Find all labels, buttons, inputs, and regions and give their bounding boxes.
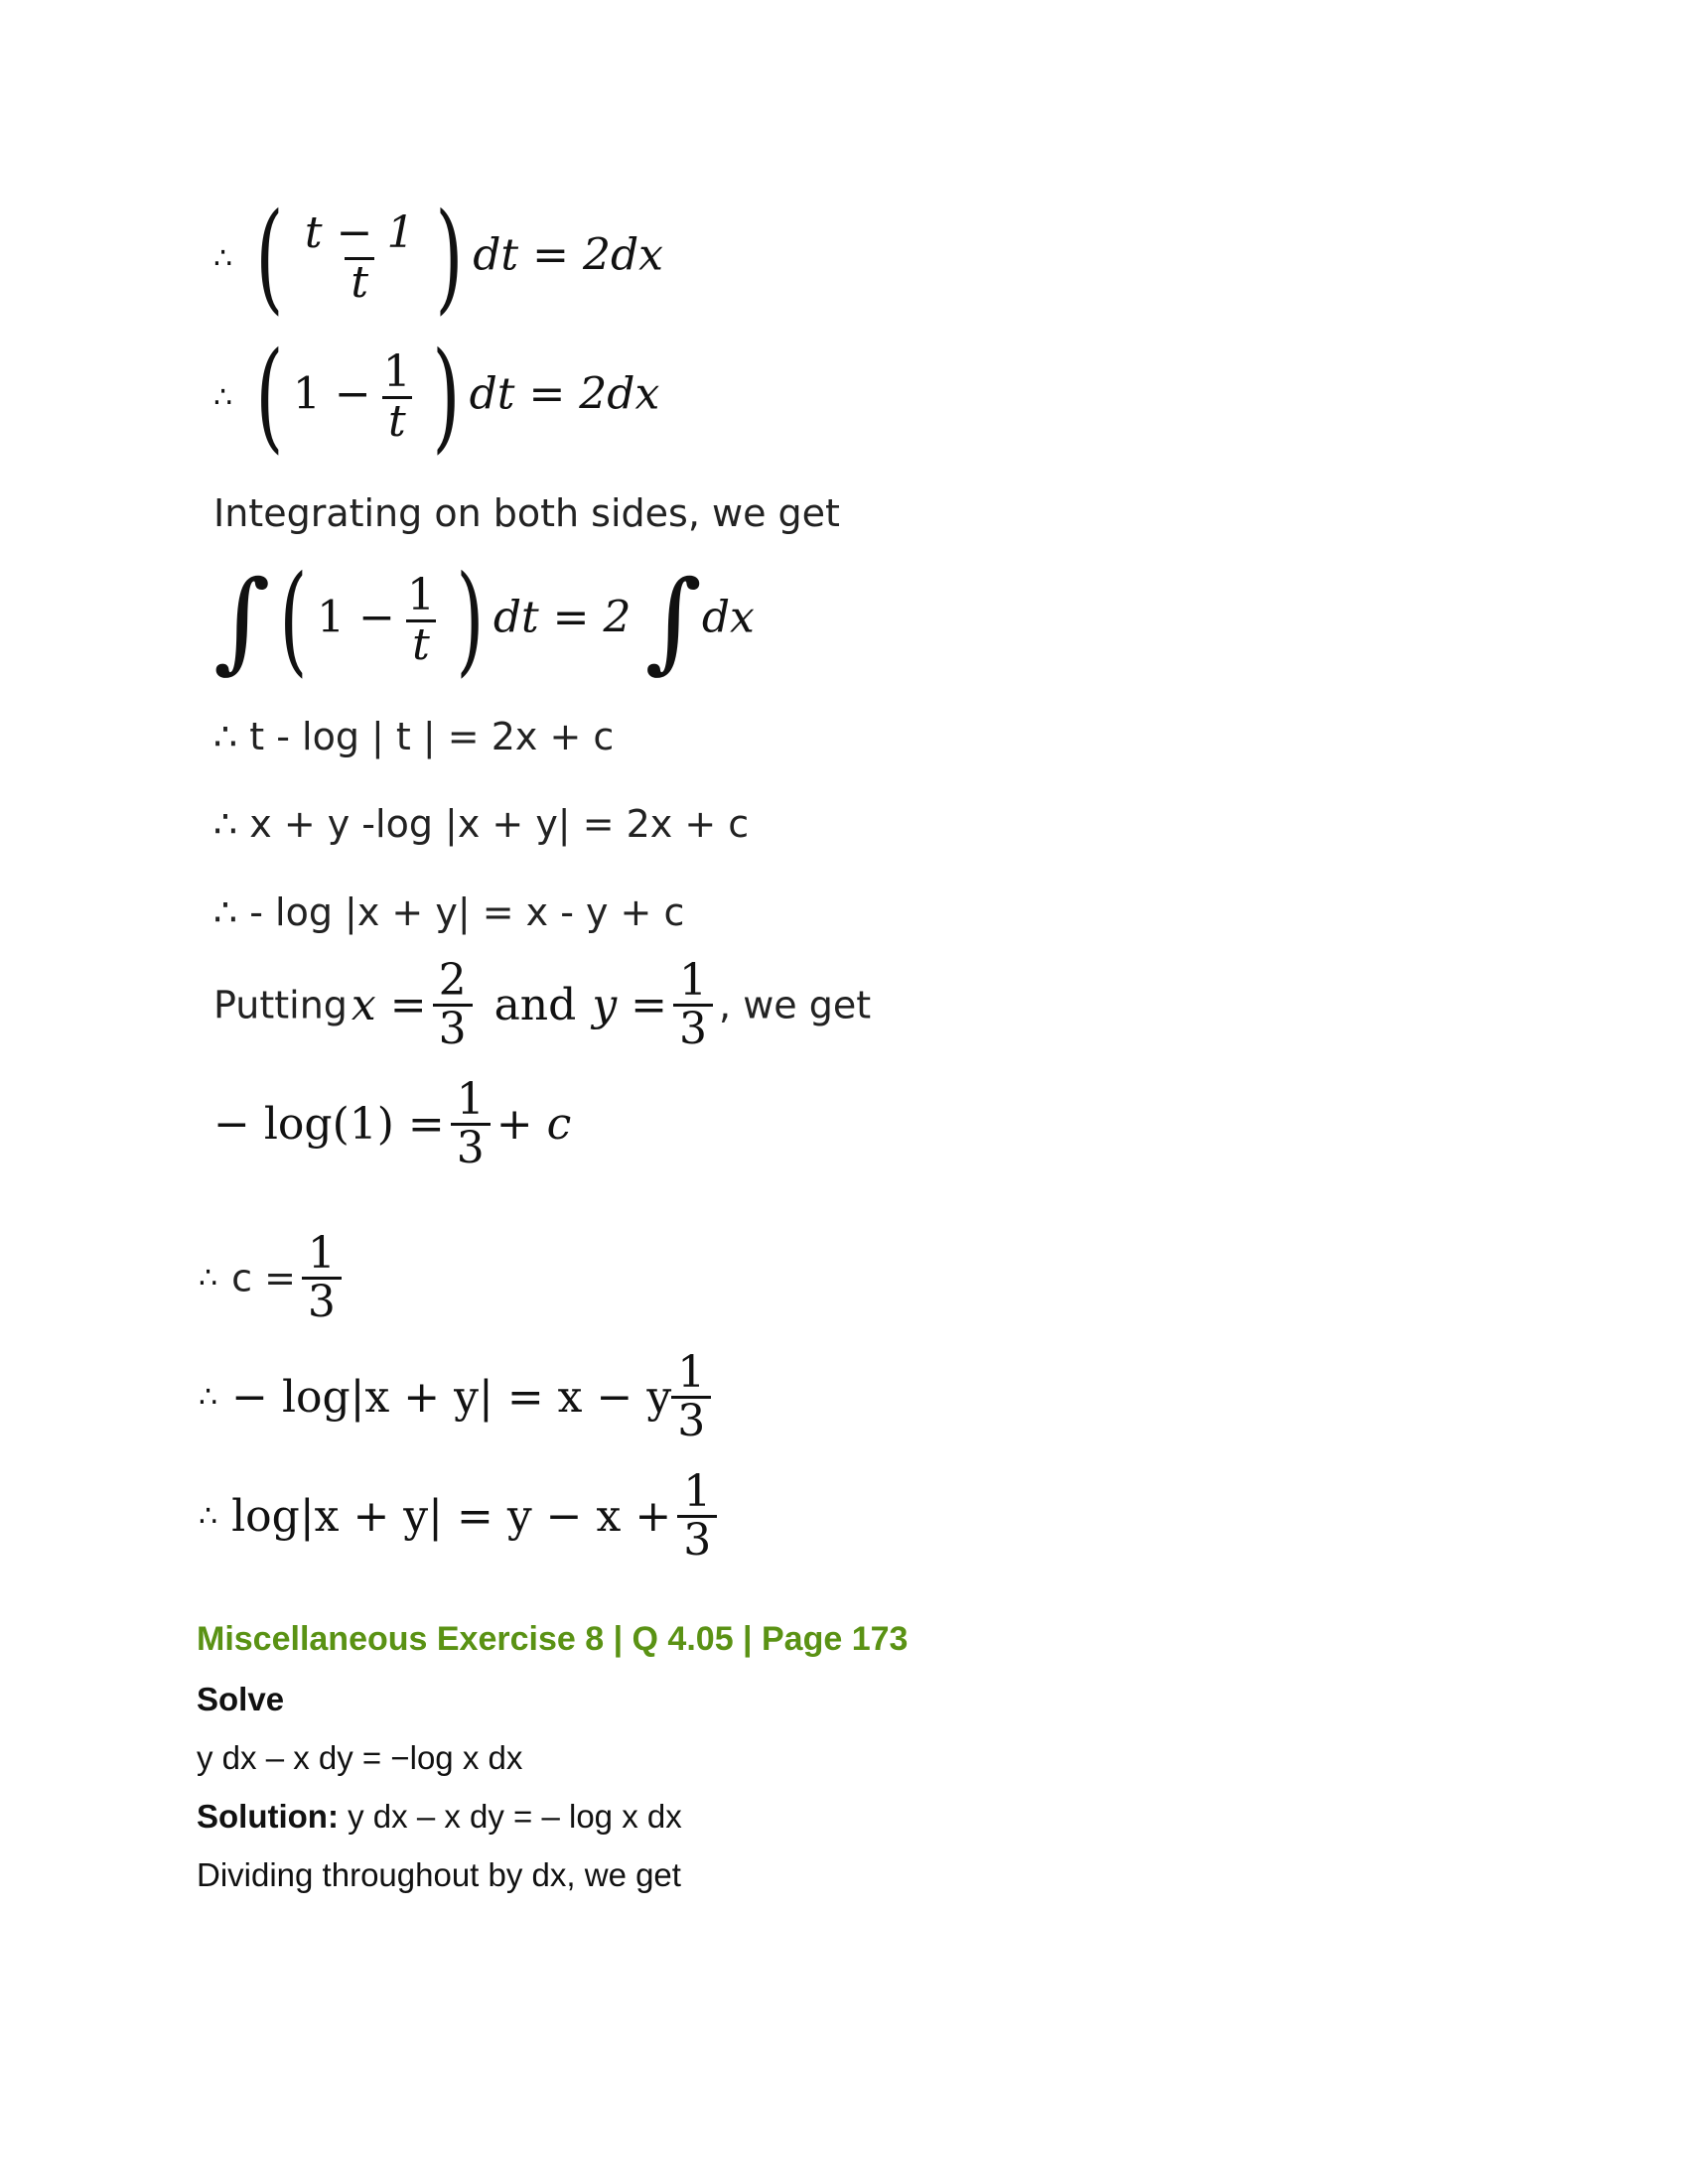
equation-line-5: ∴ t - log | t | = 2x + c: [213, 715, 615, 758]
equation-rhs: dx: [701, 592, 755, 643]
numerator: 1: [407, 570, 435, 621]
equation-line-9: [213, 1074, 572, 1174]
denominator: 3: [302, 1277, 342, 1325]
math-var: y =: [592, 980, 668, 1031]
numerator: t − 1: [304, 207, 415, 259]
equation-rhs: + c: [495, 1099, 572, 1151]
denominator: 3: [433, 1004, 473, 1052]
exercise-heading: Miscellaneous Exercise 8 | Q 4.05 | Page 173: [197, 1620, 909, 1658]
therefore-symbol: ∴: [213, 379, 233, 415]
solve-label: Solve: [197, 1681, 285, 1717]
right-paren: ): [456, 551, 485, 689]
right-paren: ): [432, 328, 461, 466]
denominator: 3: [451, 1123, 491, 1171]
fraction: [451, 1074, 491, 1174]
left-paren: (: [279, 551, 308, 689]
equation-rhs: dt = 2dx: [469, 368, 660, 420]
equation-lhs: c =: [231, 1256, 296, 1300]
equation-line-11: [199, 1347, 717, 1447]
fraction: [377, 346, 417, 447]
therefore-symbol: ∴: [199, 1380, 218, 1416]
fraction: [299, 207, 421, 308]
equation-lhs: log|x + y| = y − x +: [231, 1491, 672, 1543]
fraction: [671, 1347, 711, 1447]
question-text: y dx – x dy = −log x dx: [197, 1739, 523, 1776]
equation-line-12: [199, 1466, 723, 1567]
equation-line-6: ∴ x + y -log |x + y| = 2x + c: [213, 802, 750, 846]
numerator: 1: [683, 1466, 712, 1517]
numerator: 1: [677, 1347, 706, 1398]
math-var: x =: [351, 980, 427, 1031]
equation-line-7: ∴ - log |x + y| = x - y + c: [213, 890, 685, 934]
fraction: [302, 1228, 342, 1328]
text-prefix: Putting: [213, 983, 348, 1027]
equation-lhs: − log|x + y| = x − y: [231, 1372, 672, 1424]
substitution-line: [213, 955, 872, 1055]
equation-lhs: − log(1) =: [213, 1099, 445, 1151]
fraction: [677, 1466, 717, 1567]
integral-equation: [213, 551, 755, 689]
denominator: t: [345, 257, 374, 306]
therefore-symbol: ∴: [213, 240, 233, 276]
denominator: 3: [673, 1004, 713, 1052]
text-line: Integrating on both sides, we get: [213, 491, 840, 535]
next-step-text: Dividing throughout by dx, we get: [197, 1856, 681, 1893]
equation-lead: 1 −: [292, 368, 371, 420]
left-paren: (: [255, 189, 284, 327]
solution-line: [197, 1798, 682, 1836]
text-suffix: , we get: [719, 983, 872, 1027]
fraction: [433, 955, 473, 1055]
solution-label: Solution:: [197, 1798, 339, 1835]
numerator: 1: [307, 1228, 336, 1279]
numerator: 1: [382, 346, 411, 398]
and-word: and: [493, 980, 577, 1031]
denominator: 3: [677, 1515, 717, 1564]
equation-line-10: [199, 1228, 348, 1328]
numerator: 1: [456, 1074, 485, 1125]
numerator: 1: [679, 955, 708, 1006]
numerator: 2: [438, 955, 467, 1006]
fraction: [401, 570, 441, 670]
integral-symbol: ∫: [213, 557, 271, 684]
left-paren: (: [255, 328, 284, 466]
right-paren: ): [435, 189, 464, 327]
equation-mid: dt = 2: [492, 592, 632, 643]
integral-symbol: ∫: [644, 557, 702, 684]
equation-line-2: [213, 328, 660, 466]
therefore-symbol: ∴: [199, 1499, 218, 1535]
equation-lead: 1 −: [317, 592, 395, 643]
denominator: t: [406, 619, 436, 668]
equation-rhs: dt = 2dx: [473, 229, 663, 281]
therefore-symbol: ∴: [199, 1261, 218, 1297]
denominator: t: [382, 396, 412, 445]
equation-line-1: [213, 189, 663, 327]
denominator: 3: [671, 1396, 711, 1444]
fraction: [673, 955, 713, 1055]
solution-text: y dx – x dy = – log x dx: [338, 1798, 682, 1835]
